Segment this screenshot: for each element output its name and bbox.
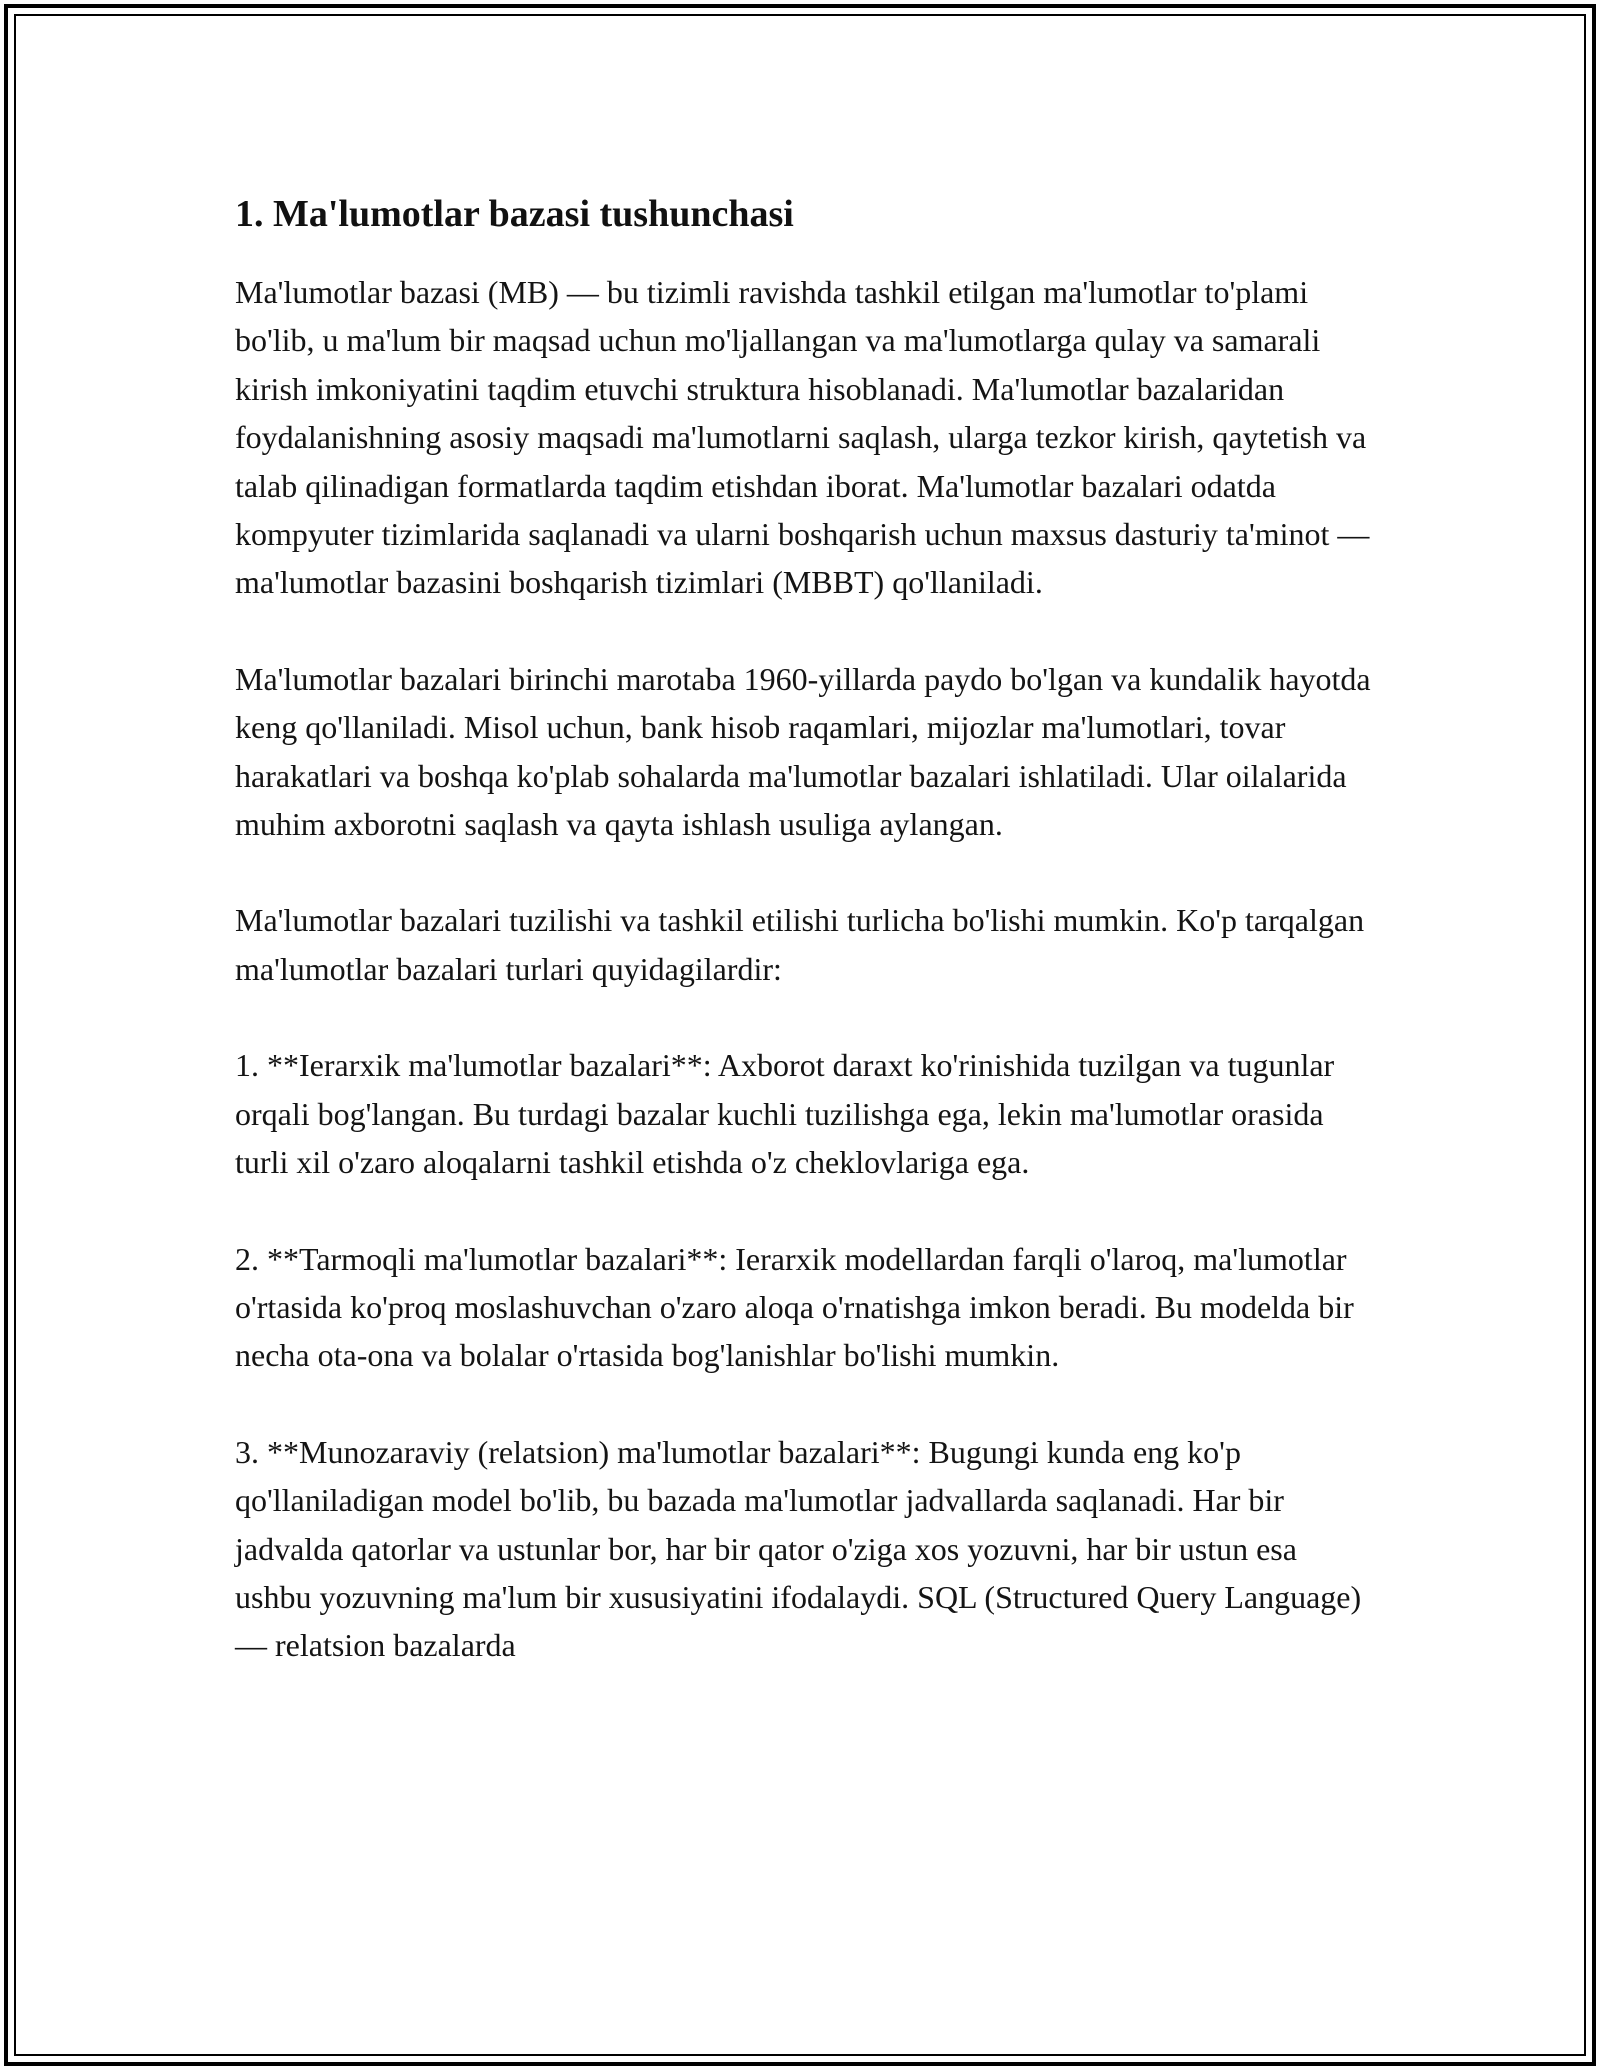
document-body — [235, 188, 1375, 1670]
paragraph-definition: Ma'lumotlar bazasi (MB) — bu tizimli ravishda tashkil etilgan ma'lumotlar to'plami bo'lib, u ma'lum bir maqsad uchun mo'ljallangan va ma'lumotlarga qulay va samarali kirish imkoniyatini taqdim etuvchi struktura hisoblanadi. Ma'lumotlar bazalaridan foydalanishning asosiy maqsadi ma'lumotlarni saqlash, ularga tezkor kirish, qaytetish va talab qilinadigan formatlarda taqdim etishdan iborat. Ma'lumotlar bazalari odatda kompyuter tizimlarida saqlanadi va ularni boshqarish uchun maxsus dasturiy ta'minot — ma'lumotlar bazasini boshqarish tizimlari (MBBT) qo'llaniladi. — [235, 274, 1370, 601]
list-item-relational: 3. **Munozaraviy (relatsion) ma'lumotlar bazalari**: Bugungi kunda eng ko'p qo'llaniladigan model bo'lib, bu bazada ma'lumotlar jadvallarda saqlanadi. Har bir jadvalda qatorlar va ustunlar bor, har bir qator o'ziga xos yozuvni, har bir ustun esa ushbu yozuvning ma'lum bir xususiyatini ifodalaydi. SQL (Structured Query Language) — relatsion bazalarda — [235, 1433, 1362, 1664]
paragraph-history: Ma'lumotlar bazalari birinchi marotaba 1960-yillarda paydo bo'lgan va kundalik hayotda keng qo'llaniladi. Misol uchun, bank hisob raqamlari, mijozlar ma'lumotlari, tovar harakatlari va boshqa ko'plab sohalarda ma'lumotlar bazalari ishlatiladi. Ular oilalarida muhim axborotni saqlash va qayta ishlash usuliga aylangan. — [235, 660, 1371, 843]
list-item-hierarchical: 1. **Ierarxik ma'lumotlar bazalari**: Axborot daraxt ko'rinishida tuzilgan va tugunlar orqali bog'langan. Bu turdagi bazalar kuchli tuzilishga ega, lekin ma'lumotlar orasida turli xil o'zaro aloqalarni tashkil etishda o'z cheklovlariga ega. — [235, 1047, 1335, 1181]
page-title: 1. Ma'lumotlar bazasi tushunchasi — [235, 193, 794, 235]
paragraph-types-intro: Ma'lumotlar bazalari tuzilishi va tashkil etilishi turlicha bo'lishi mumkin. Ko'p tarqalgan ma'lumotlar bazalari turlari quyidagilardir: — [235, 902, 1365, 987]
list-item-network: 2. **Tarmoqli ma'lumotlar bazalari**: Ierarxik modellardan farqli o'laroq, ma'lumotlar o'rtasida ko'proq moslashuvchan o'zaro aloqa o'rnatishga imkon beradi. Bu modelda bir necha ota-ona va bolalar o'rtasida bog'lanishlar bo'lishi mumkin. — [235, 1240, 1354, 1374]
